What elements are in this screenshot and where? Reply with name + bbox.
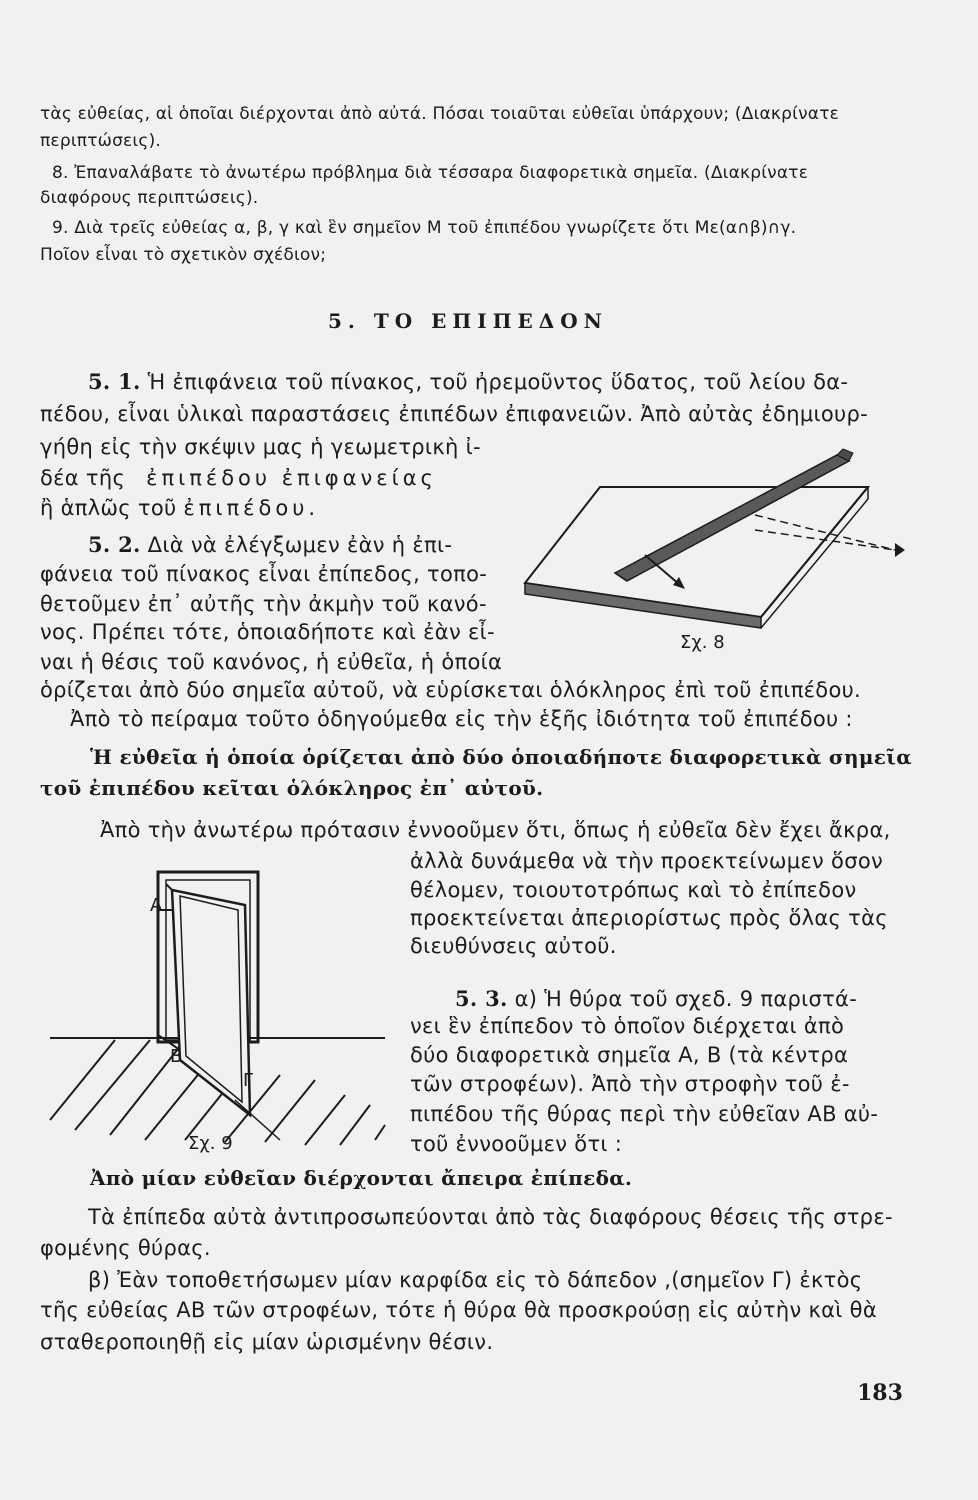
- para-5-2-number: 5. 2.: [88, 532, 141, 557]
- page-number: 183: [857, 1380, 903, 1406]
- para-5-3-line-6: τοῦ ἐννοοῦμεν ὅτι :: [410, 1132, 623, 1156]
- figure-9-caption: Σχ. 9: [188, 1133, 233, 1154]
- para-5-2-line-7: Ἀπὸ τὸ πείραμα τοῦτο ὁδηγούμεθα εἰς τὴν ἑξῆς ἰδιότητα τοῦ ἐπιπέδου :: [70, 707, 853, 731]
- figure-9-label-g: Γ: [243, 1070, 254, 1091]
- para-5-3-line-2: νει ἓν ἐπίπεδον τὸ ὁποῖον διέρχεται ἀπὸ: [410, 1014, 845, 1038]
- para-5-3-line-3: δύο διαφορετικὰ σημεῖα Α, Β (τὰ κέντρα: [410, 1043, 849, 1067]
- figure-9-label-b: Β: [170, 1046, 183, 1067]
- exercise-8-line-1: 8. Ἐπαναλάβατε τὸ ἀνωτέρω πρόβλημα διὰ τέσσαρα διαφορετικὰ σημεῖα. (Διακρίνατε: [52, 163, 809, 183]
- para-5-1-line-4-text: δέα τῆς: [40, 466, 126, 490]
- section-heading: 5. ΤΟ ΕΠΙΠΕΔΟΝ: [328, 309, 608, 333]
- para-5-3-number: 5. 3.: [455, 986, 508, 1011]
- para-5-3-b-line-3: σταθεροποιηθῇ εἰς μίαν ὡρισμένην θέσιν.: [40, 1330, 494, 1354]
- exercise-7-line-1: τὰς εὐθείας, αἱ ὁποῖαι διέρχονται ἀπὸ αὐτά. Πόσαι τοιαῦται εὐθεῖαι ὑπάρχουν; (Διακρίνατε: [40, 104, 840, 124]
- para-5-2-line-3: θετοῦμεν ἐπ᾽ αὐτῆς τὴν ἀκμὴν τοῦ κανό-: [40, 592, 487, 616]
- para-after-line-4: προεκτείνεται ἀπεριορίστως πρὸς ὅλας τὰς: [410, 906, 888, 930]
- term-plane-surface: ἐπιπέδου ἐπιφανείας: [146, 466, 437, 490]
- para-5-1-text: Ἡ ἐπιφάνεια τοῦ πίνακος, τοῦ ἠρεμοῦντος ὕδατος, τοῦ λείου δα-: [147, 370, 849, 394]
- para-5-1-line-1: [88, 369, 848, 394]
- para-5-2-line-1: [88, 532, 452, 557]
- property-statement-line-2: τοῦ ἐπιπέδου κεῖται ὁλόκληρος ἐπ᾽ αὐτοῦ.: [40, 776, 544, 800]
- figure-9-label-a: Α: [150, 895, 163, 916]
- exercise-7-line-2: περιπτώσεις).: [40, 131, 162, 151]
- exercise-9-line-2: Ποῖον εἶναι τὸ σχετικὸν σχέδιον;: [40, 245, 327, 265]
- exercise-8-line-2: διαφόρους περιπτώσεις).: [40, 188, 259, 208]
- para-after-line-1: Ἀπὸ τὴν ἀνωτέρω πρότασιν ἐννοοῦμεν ὅτι, ὅπως ἡ εὐθεῖα δὲν ἔχει ἄκρα,: [100, 818, 891, 842]
- para-5-1-line-5-text: ἢ ἁπλῶς τοῦ: [40, 496, 177, 520]
- para-5-3-line-8: φομένης θύρας.: [40, 1236, 211, 1260]
- para-5-3-line-5: πιπέδου τῆς θύρας περὶ τὴν εὐθεῖαν ΑΒ αὐ-: [410, 1102, 879, 1126]
- term-plane: ἐπιπέδου.: [183, 496, 320, 520]
- exercise-9-line-1: 9. Διὰ τρεῖς εὐθείας α, β, γ καὶ ἓν σημεῖον Μ τοῦ ἐπιπέδου γνωρίζετε ὅτι Με(α∩β)∩γ.: [52, 218, 797, 238]
- para-5-1-line-4: [40, 466, 437, 490]
- para-5-1-line-3: γήθη εἰς τὴν σκέψιν μας ἡ γεωμετρικὴ ἰ-: [40, 435, 481, 459]
- para-5-2-line-2: φάνεια τοῦ πίνακος εἶναι ἐπίπεδος, τοπο-: [40, 562, 488, 586]
- para-after-line-2: ἀλλὰ δυνάμεθα νὰ τὴν προεκτείνωμεν ὅσον: [410, 849, 883, 873]
- para-5-1-number: 5. 1.: [88, 369, 141, 394]
- para-5-2-line-5: ναι ἡ θέσις τοῦ κανόνος, ἡ εὐθεῖα, ἡ ὁποία: [40, 650, 503, 674]
- figure-9-door: [40, 850, 400, 1160]
- para-5-3-b-line-1: β) Ἐὰν τοποθετήσωμεν μίαν καρφίδα εἰς τὸ δάπεδον ,(σημεῖον Γ) ἐκτὸς: [88, 1268, 863, 1292]
- para-5-3-b-line-2: τῆς εὐθείας ΑΒ τῶν στροφέων, τότε ἡ θύρα θὰ προσκρούσῃ εἰς αὐτὴν καὶ θὰ: [40, 1298, 877, 1322]
- para-after-line-5: διευθύνσεις αὐτοῦ.: [410, 934, 617, 958]
- para-5-1-line-2: πέδου, εἶναι ὑλικαὶ παραστάσεις ἐπιπέδων ἐπιφανειῶν. Ἀπὸ αὐτὰς ἐδημιουρ-: [40, 402, 868, 426]
- para-5-2-line-4: νος. Πρέπει τότε, ὁποιαδήποτε καὶ ἐὰν εἶ-: [40, 620, 495, 644]
- para-5-1-line-5: [40, 496, 319, 520]
- figure-8-caption: Σχ. 8: [680, 632, 725, 653]
- para-5-3-line-1: [455, 986, 857, 1011]
- property-statement-line-1: Ἡ εὐθεῖα ἡ ὁποία ὁρίζεται ἀπὸ δύο ὁποιαδήποτε διαφορετικὰ σημεῖα: [90, 745, 912, 769]
- para-5-3-bold-statement: Ἀπὸ μίαν εὐθεῖαν διέρχονται ἄπειρα ἐπίπεδα.: [90, 1166, 633, 1190]
- para-5-3-line-4: τῶν στροφέων). Ἀπὸ τὴν στροφὴν τοῦ ἐ-: [410, 1072, 850, 1096]
- para-5-2-text: Διὰ νὰ ἐλέγξωμεν ἐὰν ἡ ἐπι-: [147, 533, 453, 557]
- para-after-line-3: θέλομεν, τοιουτοτρόπως καὶ τὸ ἐπίπεδον: [410, 878, 857, 902]
- para-5-3-line-7: Τὰ ἐπίπεδα αὐτὰ ἀντιπροσωπεύονται ἀπὸ τὰς διαφόρους θέσεις τῆς στρε-: [88, 1205, 893, 1229]
- para-5-3-text: α) Ἡ θύρα τοῦ σχεδ. 9 παριστά-: [514, 987, 858, 1011]
- para-5-2-line-6: ὁρίζεται ἀπὸ δύο σημεῖα αὐτοῦ, νὰ εὑρίσκεται ὁλόκληρος ἐπὶ τοῦ ἐπιπέδου.: [40, 678, 862, 702]
